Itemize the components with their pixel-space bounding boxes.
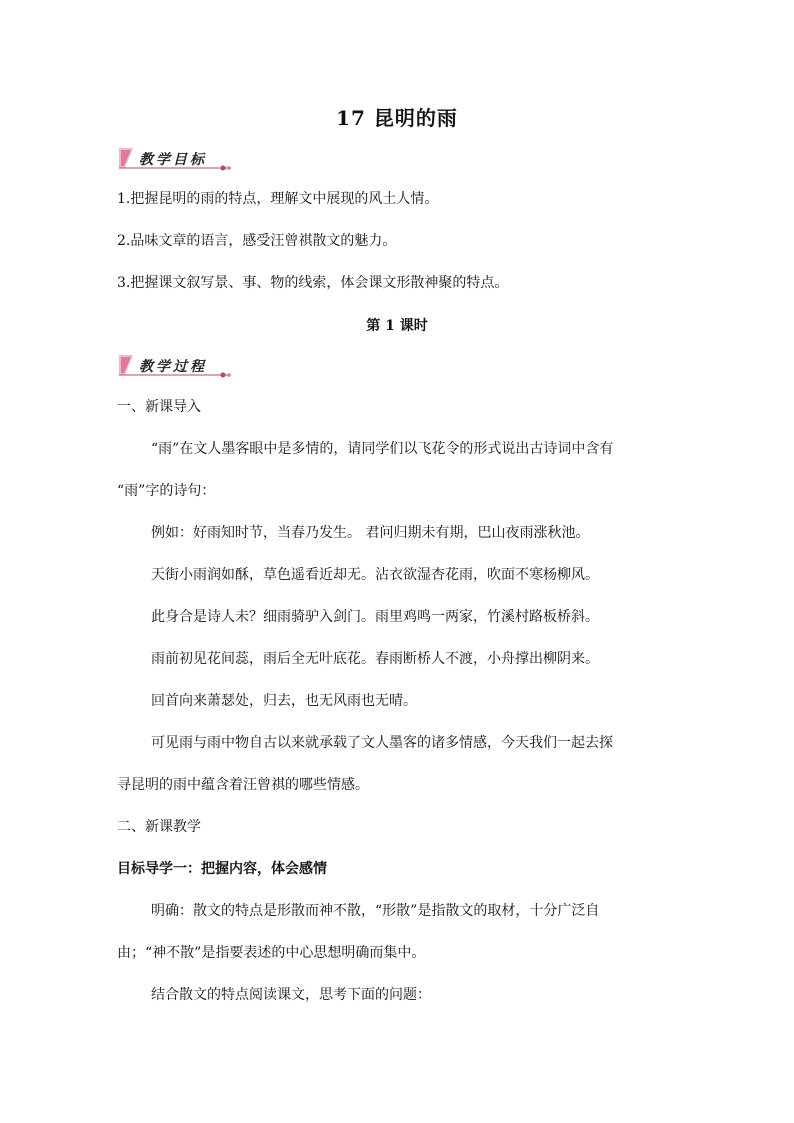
poem-line: 此身合是诗人未？细雨骑驴入剑门。雨里鸡鸣一两家，竹溪村路板桥斜。 xyxy=(151,609,599,625)
page-title: 17 昆明的雨 xyxy=(336,106,458,130)
poem-line: 例如：好雨知时节，当春乃发生。 君问归期未有期，巴山夜雨涨秋池。 xyxy=(151,525,590,541)
poem-line: 雨前初见花间蕊，雨后全无叶底花。春雨断桥人不渡，小舟撑出柳阴来。 xyxy=(151,651,599,667)
goal-item-1: 1.把握昆明的雨的特点，理解文中展现的风土人情。 xyxy=(117,191,439,207)
process-banner xyxy=(117,353,233,379)
poem-line: 天街小雨润如酥，草色遥看近却无。沾衣欲湿杏花雨，吹面不寒杨柳风。 xyxy=(151,567,599,583)
section-heading: 二、新课教学 xyxy=(117,819,201,835)
paragraph-line: “雨”在文人墨客眼中是多情的，请同学们以飞花令的形式说出古诗词中含有 xyxy=(151,441,614,457)
goal-item-3: 3.把握课文叙写景、事、物的线索，体会课文形散神聚的特点。 xyxy=(117,275,509,291)
lesson-label: 第 1 课时 xyxy=(366,318,428,334)
paragraph-line: “雨”字的诗句： xyxy=(117,483,216,499)
paragraph-line: 寻昆明的雨中蕴含着汪曾祺的哪些情感。 xyxy=(117,777,369,793)
process-banner-label: 教学过程 xyxy=(139,359,207,375)
paragraph-line: 由；“神不散”是指要表述的中心思想明确而集中。 xyxy=(117,945,426,961)
paragraph-line: 结合散文的特点阅读课文，思考下面的问题： xyxy=(151,987,431,1003)
section-heading: 一、新课导入 xyxy=(117,399,201,415)
paragraph-line: 可见雨与雨中物自古以来就承载了文人墨客的诸多情感，今天我们一起去探 xyxy=(151,735,613,751)
paragraph-line: 明确：散文的特点是形散而神不散，“形散”是指散文的取材，十分广泛自 xyxy=(151,903,600,919)
goal-subheading: 目标导学一：把握内容，体会感情 xyxy=(117,861,327,877)
goals-banner xyxy=(117,146,233,172)
goals-banner-label: 教学目标 xyxy=(139,152,207,168)
goal-item-2: 2.品味文章的语言，感受汪曾祺散文的魅力。 xyxy=(117,233,397,249)
poem-line: 回首向来萧瑟处，归去，也无风雨也无晴。 xyxy=(151,693,417,709)
